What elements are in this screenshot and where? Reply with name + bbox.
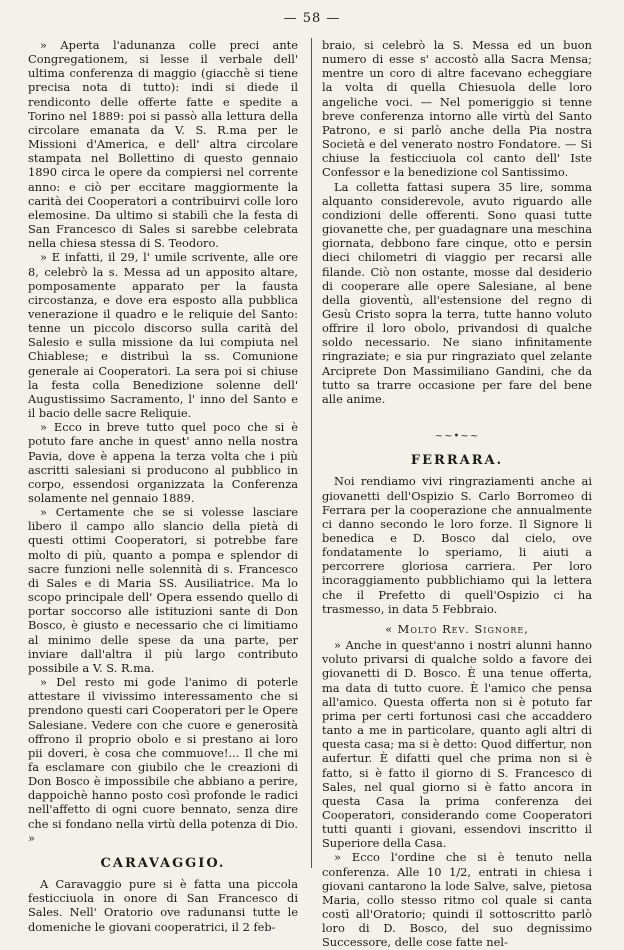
column-divider (311, 38, 312, 868)
paragraph: Noi rendiamo vivi ringraziamenti anche ai giovanetti dell'Ospizio S. Carlo Borromeo di Ferrara per la cooperazione che annualmente ci danno secondo le loro forze. Il Signore li benedica e D. Bosco dal cielo, ove fondatamente lo speriamo, li aiuti a percorrere gloriosa carriera. Per loro incoraggiamento pubblichiamo qui la lettera che il Prefetto di quell'Ospizio ci ha trasmesso, in data 5 Febbraio. (322, 474, 592, 616)
section-heading-ferrara: FERRARA. (410, 453, 504, 469)
left-column (28, 38, 298, 934)
section-ornament: ~~•~~ (434, 431, 480, 443)
page-number: — 58 — (283, 11, 341, 26)
right-column (322, 38, 592, 950)
paragraph: » Aperta l'adunanza colle preci ante Congregationem, si lesse il verbale dell' ultima conferenza di maggio (giacchè si tiene precisa nota di tutto): indi si diede il rendiconto delle offerte fatte e spedite a Torino nel 1889: poi si passò alla lettura della circolare emanata da V. S. R.ma per le Missioni d'America, e dell' altra circolare stampata nel Bollettino di questo gennaio 1890 circa le opere da compiersi nel corrente anno: e ciò per eccitare maggiormente la carità dei Cooperatori a contribuirvi colle loro elemosine. Da ultimo si stabilì che la festa di San Francesco di Sales si sarebbe celebrata nella chiesa stessa di S. Teodoro. (28, 38, 298, 251)
letter-salutation: « Molto Rev. Signore, (385, 621, 529, 636)
paragraph: » Ecco l'ordine che si è tenuto nella conferenza. Alle 10 1/2, entrati in chiesa i giovani cantarono la lode Salve, salve, pietosa Maria, collo stesso ritmo col quale si canta costì all'Oratorio; quindi il sottoscritto parlò loro di D. Bosco, del suo degnissimo Successore, delle cose fatte nel- (322, 850, 592, 950)
section-heading-caravaggio: CARAVAGGIO. (100, 855, 226, 871)
paragraph: » Anche in quest'anno i nostri alunni hanno voluto privarsi di qualche soldo a favore dei giovanetti di D. Bosco. È una tenue offerta, ma data di tutto cuore. È l'amico che pensa all'amico. Questa offerta non si è potuto far prima per certi fortunosi casi che accaddero tanto a me in particolare, quanto agli altri di questa casa; ma si è detto: Quod differtur, non aufertur. È difatti quel che prima non si è fatto, si è fatto il giorno di S. Francesco di Sales, nel qual giorno si è fatto ancora in questa Casa la prima conferenza dei Cooperatori, considerando come Cooperatori tutti quanti i giovani, essendovi inscritto il Superiore della Casa. (322, 638, 592, 851)
paragraph: » Certamente che se si volesse lasciare libero il campo allo slancio della pietà di questi ottimi Cooperatori, si potrebbe fare molto di più, quanto a pompa e splendor di sacre funzioni nelle solennità di s. Francesco di Sales e di Maria SS. Ausiliatrice. Ma lo scopo principale dell' Opera essendo quello di portar soccorso alle istituzioni sante di Don Bosco, è giusto e necessario che ci limitiamo al minimo delle spese da una parte, per inviare dall'altra il più largo contributo possibile a V. S. R.ma. (28, 505, 298, 675)
paragraph: braio, si celebrò la S. Messa ed un buon numero di esse s' accostò alla Sacra Mensa; mentre un coro di altre facevano echeggiare la volta di quella Chiesuola delle loro angeliche voci. — Nel pomeriggio si tenne breve conferenza intorno alle virtù del Santo Patrono, e si parlò anche della Pia nostra Società e del venerato nostro Fondatore. — Si chiuse la festicciuola col canto dell' Iste Confessor e la benedizione col Santissimo. (322, 38, 592, 180)
paragraph: A Caravaggio pure si è fatta una piccola festicciuola in onore di San Francesco di Sales. Nell' Oratorio ove radunansi tutte le domeniche le giovani cooperatrici, il 2 feb- (28, 877, 298, 934)
paragraph: » Del resto mi gode l'animo di poterle attestare il vivissimo interessamento che si prendono questi cari Cooperatori per le Opere Salesiane. Vedere con che cuore e generosità offrono il proprio obolo e si prestano ai loro pii doveri, è cosa che commuove!... Il che mi fa esclamare con giubilo che le creazioni di Don Bosco è impossibile che abbiano a perire, dappoichè hanno posto così profonde le radici nell'affetto di ogni cuore bennato, senza dire che si fondano nella virtù della potenza di Dio. » (28, 675, 298, 845)
paragraph: La colletta fattasi supera 35 lire, somma alquanto considerevole, avuto riguardo alle condizioni delle offerenti. Sono quasi tutte giovanette che, per guadagnare una meschina giornata, debbono fare cinque, otto e persin dieci chilometri di viaggio per recarsi alle filande. Ciò non ostante, mosse dal desiderio di cooperare alle opere Salesiane, al bene della gioventù, all'estensione del regno di Gesù Cristo sopra la terra, tutte hanno voluto offrire il loro obolo, privandosi di qualche soldo necessario. Ne siano infinitamente ringraziate; e sia pur ringraziato quel zelante Arciprete Don Massimiliano Gandini, che da tutto sa trarre occasione per fare del bene alle anime. (322, 179, 592, 406)
paragraph: » E infatti, il 29, l' umile scrivente, alle ore 8, celebrò la s. Messa ad un apposito altare, pomposamente apparato per la fausta circostanza, e dove era esposto alla pubblica venerazione il quadro e le reliquie del Santo: tenne un piccolo discorso sulla carità del Salesio e sulla missione da lui compiuta nel Chiablese; e distribuì la ss. Comunione generale ai Cooperatori. La sera poi si chiuse la festa colla Benedizione solenne dell' Augustissimo Sacramento, l' inno del Santo e il bacio delle sacre Reliquie. (28, 250, 298, 421)
paragraph: » Ecco in breve tutto quel poco che si è potuto fare anche in quest' anno nella nostra Pavia, dove è appena la terza volta che i più ascritti salesiani si producono al pubblico in corpo, essendosi organizzata la Conferenza solamente nel gennaio 1889. (28, 420, 298, 505)
